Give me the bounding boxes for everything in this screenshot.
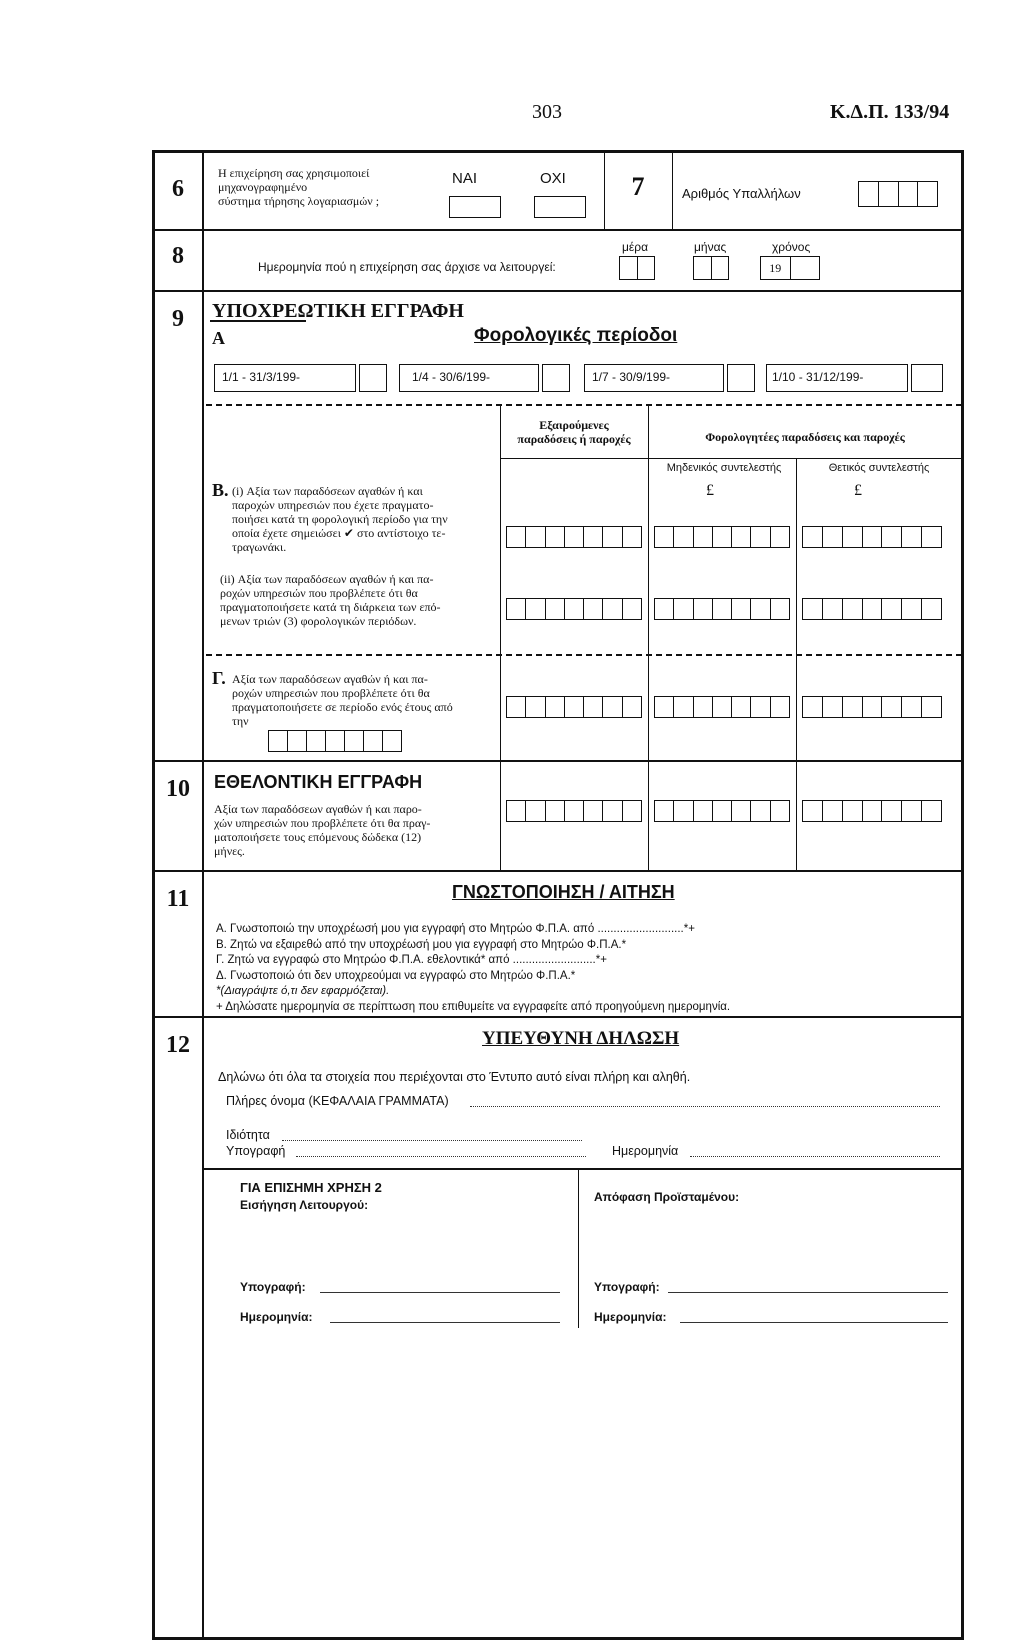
zero-rate-header: Μηδενικός συντελεστής — [666, 462, 782, 474]
period-4-checkbox[interactable] — [911, 364, 943, 392]
positive-rate-header: Θετικός συντελεστής — [828, 462, 930, 474]
divider — [152, 760, 964, 762]
divider — [648, 760, 649, 870]
voluntary-positive-rate-field[interactable] — [802, 800, 942, 822]
month-label: μήνας — [694, 240, 727, 254]
no-label: ΟΧΙ — [540, 170, 566, 187]
official-use-title: ΓΙΑ ΕΠΙΣΗΜΗ ΧΡΗΣΗ 2 — [240, 1180, 382, 1195]
date-line[interactable] — [690, 1156, 940, 1157]
officer-signature-label: Υπογραφή: — [240, 1280, 306, 1294]
yes-label: ΝΑΙ — [452, 170, 478, 187]
b-ii-zero-rate-field[interactable] — [654, 598, 790, 620]
period-2-label: 1/4 - 30/6/199- — [412, 370, 491, 384]
part-a-label: Α — [212, 328, 225, 348]
capacity-label: Ιδιότητα — [226, 1128, 270, 1142]
period-1-label: 1/1 - 31/3/199- — [222, 370, 301, 384]
b-ii-positive-rate-field[interactable] — [802, 598, 942, 620]
divider — [152, 870, 964, 872]
officer-date-line[interactable] — [330, 1322, 560, 1323]
yes-checkbox[interactable] — [449, 196, 501, 218]
title-underline — [210, 320, 306, 322]
officer-recommendation-label: Εισήγηση Λειτουργού: — [240, 1198, 369, 1212]
currency-symbol: £ — [854, 482, 862, 499]
b-i-zero-rate-field[interactable] — [654, 526, 790, 548]
declaration-statement: Δηλώνω ότι όλα τα στοιχεία που περιέχονται στο Έντυπο αυτό είναι πλήρη και αληθή. — [218, 1070, 691, 1084]
year-label: χρόνος — [772, 240, 811, 254]
no-checkbox[interactable] — [534, 196, 586, 218]
divider — [500, 760, 501, 870]
page-number: 303 — [532, 101, 562, 123]
capacity-line[interactable] — [282, 1140, 582, 1141]
officer-date-label: Ημερομηνία: — [240, 1310, 313, 1324]
day-field[interactable] — [619, 256, 655, 280]
tax-periods-title: Φορολογικές περίοδοι — [474, 325, 678, 346]
period-2-frame — [399, 364, 539, 392]
dashed-divider — [206, 654, 962, 656]
section-11-number: 11 — [166, 886, 190, 912]
voluntary-registration-title: ΕΘΕΛΟΝΤΙΚΗ ΕΓΓΡΑΦΗ — [214, 772, 423, 792]
g-zero-rate-field[interactable] — [654, 696, 790, 718]
period-3-label: 1/7 - 30/9/199- — [592, 370, 671, 384]
section-6-question: Η επιχείρηση σας χρησιμοποιεί μηχανογραφημένο σύστημα τήρησης λογαριασμών ; — [218, 166, 380, 208]
divider — [648, 458, 962, 459]
section-12-number: 12 — [166, 1032, 190, 1058]
supervisor-date-line[interactable] — [680, 1322, 948, 1323]
taxable-column-header: Φορολογητέες παραδόσεις και παροχές — [705, 430, 905, 444]
signature-label: Υπογραφή — [226, 1144, 286, 1158]
full-name-label: Πλήρες όνομα (ΚΕΦΑΛΑΙΑ ΓΡΑΜΜΑΤΑ) — [226, 1094, 449, 1108]
declaration-title: ΥΠΕΥΘΥΝΗ ΔΗΛΩΣΗ — [482, 1028, 680, 1049]
section-7-number: 7 — [631, 172, 645, 201]
g-positive-rate-field[interactable] — [802, 696, 942, 718]
divider — [500, 458, 648, 459]
g-text: Αξία των παραδόσεων αγαθών ή και πα- ροχών υπηρεσιών που προβλέπετε ότι θα πραγματοποιήσετε σε περίοδο ενός έτους από την — [232, 672, 453, 728]
divider — [578, 1168, 579, 1328]
employees-label: Αριθμός Υπαλλήλων — [682, 186, 801, 201]
supervisor-decision-label: Απόφαση Προϊσταμένου: — [594, 1190, 740, 1204]
divider — [796, 760, 797, 870]
period-4-label: 1/10 - 31/12/199- — [772, 370, 864, 384]
supervisor-date-label: Ημερομηνία: — [594, 1310, 667, 1324]
divider — [796, 458, 797, 760]
voluntary-text: Αξία των παραδόσεων αγαθών ή και παρο- χών υπηρεσιών που προβλέπετε ότι θα πραγ- ματοποιήσετε τους επόμενους δώδεκα (12) μήνες. — [214, 802, 431, 858]
part-b-label: Β. — [212, 480, 229, 500]
mandatory-registration-title: ΥΠΟΧΡΕΩΤΙΚΗ ΕΓΓΡΑΦΗ — [212, 300, 464, 322]
supervisor-signature-line[interactable] — [668, 1292, 948, 1293]
voluntary-exempt-field[interactable] — [506, 800, 642, 822]
divider — [152, 229, 964, 231]
law-reference: Κ.Δ.Π. 133/94 — [830, 101, 950, 123]
officer-signature-line[interactable] — [320, 1292, 560, 1293]
exempt-column-header: Εξαιρούμενες παραδόσεις ή παροχές — [517, 418, 631, 446]
g-from-date-field[interactable] — [268, 730, 402, 752]
voluntary-zero-rate-field[interactable] — [654, 800, 790, 822]
section-6-number: 6 — [172, 176, 184, 202]
divider — [152, 1016, 964, 1018]
dashed-divider — [206, 404, 962, 406]
b-i-positive-rate-field[interactable] — [802, 526, 942, 548]
section-10-number: 10 — [166, 776, 190, 802]
divider — [204, 1168, 964, 1170]
date-label: Ημερομηνία — [612, 1144, 679, 1158]
section-9-number: 9 — [172, 306, 184, 332]
period-1-checkbox[interactable] — [359, 364, 387, 392]
employees-count-field[interactable] — [858, 181, 938, 207]
b-i-exempt-field[interactable] — [506, 526, 642, 548]
divider — [672, 150, 673, 229]
period-1-frame — [214, 364, 356, 392]
currency-symbol: £ — [706, 482, 714, 499]
year-field[interactable]: 19 — [760, 256, 820, 280]
g-exempt-field[interactable] — [506, 696, 642, 718]
period-3-checkbox[interactable] — [727, 364, 755, 392]
period-2-checkbox[interactable] — [542, 364, 570, 392]
notification-title: ΓΝΩΣΤΟΠΟΙΗΣΗ / ΑΙΤΗΣΗ — [452, 882, 675, 902]
signature-line[interactable] — [296, 1156, 586, 1157]
full-name-line[interactable] — [470, 1106, 940, 1107]
b-ii-exempt-field[interactable] — [506, 598, 642, 620]
divider — [152, 290, 964, 292]
month-field[interactable] — [693, 256, 729, 280]
day-label: μέρα — [622, 240, 649, 254]
start-date-question: Ημερομηνία πού η επιχείρηση σας άρχισε να λειτουργεί: — [258, 260, 556, 274]
period-3-frame — [584, 364, 724, 392]
period-4-frame — [766, 364, 908, 392]
notification-lines: Α. Γνωστοποιώ την υποχρέωσή μου για εγγραφή στο Μητρώο Φ.Π.Α. από ...........................*+ Β. Ζητώ να εξαιρεθώ από την υποχρέωσή μου για εγγραφή στο Μητρώο Φ.Π.Α.* Γ. Ζητώ να εγγραφώ στο Μητρώο Φ.Π.Α. εθελοντικά* από ..........................*+ Δ. Γνωστοποιώ ότι δεν υποχρεούμαι να εγγραφώ στο Μητρώο Φ.Π.Α.* *(Διαγράψτε ό,τι δεν εφαρμόζεται). + Δηλώσατε ημερομηνία σε περίπτωση που επιθυμείτε να εγγραφείτε από προηγούμενη ημερομηνία. — [216, 923, 731, 1013]
part-g-label: Γ. — [212, 668, 226, 688]
supervisor-signature-label: Υπογραφή: — [594, 1280, 660, 1294]
b-ii-text: (ii) Αξία των παραδόσεων αγαθών ή και πα- ροχών υπηρεσιών που προβλέπετε ότι θα πραγματοποιήσετε κατά τη διάρκεια των επό- μενων τριών (3) φορολογικών περιόδων. — [220, 572, 441, 628]
section-8-number: 8 — [172, 243, 184, 269]
b-i-text: (i) Αξία των παραδόσεων αγαθών ή και παροχών υπηρεσιών που έχετε πραγματο- ποιήσει κατά τη φορολογική περίοδο για την οποία έχετε σημειώσει ✔ στο αντίστοιχο τε- τραγωνάκι. — [232, 484, 448, 554]
